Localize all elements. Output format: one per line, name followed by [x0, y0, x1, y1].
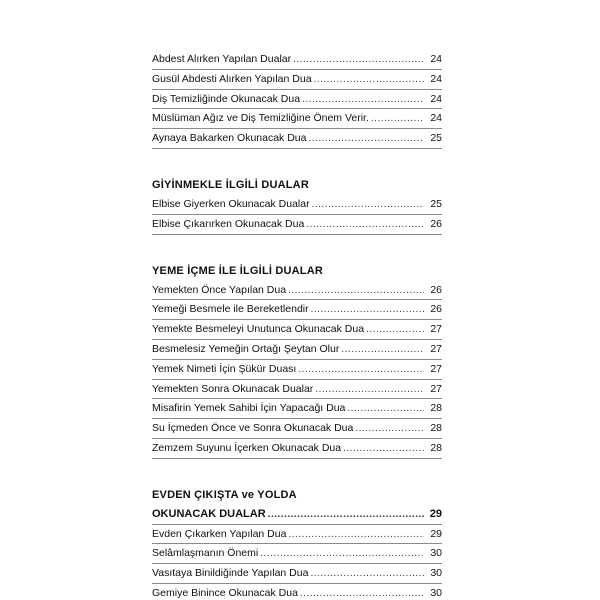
toc-leader-dots: [311, 300, 424, 320]
toc-entry-page: 27: [430, 362, 442, 375]
toc-entry-title: Gusül Abdesti Alırken Yapılan Dua: [152, 72, 312, 85]
toc-entry: [152, 340, 442, 360]
toc-entry-title: Yemek Nimeti İçin Şükür Duası: [152, 362, 297, 375]
toc-entry: [152, 195, 442, 215]
toc-entry-page: 27: [430, 382, 442, 395]
toc-entry-page: 24: [430, 72, 442, 85]
toc-entry-title: Yemekten Sonra Okunacak Dualar: [152, 382, 314, 395]
toc-entry-page: 24: [430, 112, 442, 125]
toc-entry-page: 28: [430, 422, 442, 435]
toc-entry-page: 30: [430, 586, 442, 599]
toc-leader-dots: [288, 281, 424, 301]
toc-entry-title: Yemeği Besmele ile Bereketlendir: [152, 303, 309, 316]
toc-leader-dots: [268, 505, 424, 525]
section-heading: YEME İÇME İLE İLGİLİ DUALAR: [152, 264, 324, 277]
toc-entry: [152, 215, 442, 235]
section-heading: EVDEN ÇIKIŞTA ve YOLDA: [152, 488, 297, 501]
toc-entry-page: 29: [430, 527, 442, 540]
toc-entry: [152, 380, 442, 400]
section-heading: GİYİNMEKLE İLGİLİ DUALAR: [152, 178, 309, 191]
toc-entry-title: Yemekten Önce Yapılan Dua: [152, 283, 287, 296]
toc-entry-title: Su İçmeden Önce ve Sonra Okunacak Dua: [152, 422, 354, 435]
toc-leader-dots: [300, 584, 424, 600]
toc-entry: [152, 525, 442, 545]
toc-leader-dots: [298, 360, 424, 380]
toc-entry-page: 25: [430, 197, 442, 210]
toc-entry: [152, 419, 442, 439]
toc-leader-dots: [302, 90, 424, 110]
toc-entry-page: 24: [430, 53, 442, 65]
toc-entry: [152, 109, 442, 129]
toc-leader-dots: [288, 525, 424, 545]
section-gap: [152, 459, 442, 485]
toc-entry-title: Selâmlaşmanın Önemi: [152, 547, 259, 560]
toc-leader-dots: [306, 215, 424, 235]
toc-entry: [152, 399, 442, 419]
toc-entry-page: 24: [430, 92, 442, 105]
toc-entry: [152, 320, 442, 340]
toc-leader-dots: [347, 399, 424, 419]
toc-entry-title: Diş Temizliğinde Okunacak Dua: [152, 92, 301, 105]
toc-leader-dots: [293, 50, 424, 70]
toc-entry-title: Aynaya Bakarken Okunacak Dua: [152, 132, 307, 145]
toc-entry-page: 26: [430, 217, 442, 230]
toc-entry: [152, 129, 442, 149]
toc-entry: [152, 70, 442, 90]
table-of-contents: [152, 50, 442, 600]
toc-entry-page: 29: [429, 507, 442, 520]
toc-entry-page: 25: [430, 132, 442, 145]
toc-leader-dots: [343, 439, 424, 459]
toc-entry: [152, 564, 442, 584]
toc-leader-dots: [315, 380, 424, 400]
toc-leader-dots: [341, 340, 424, 360]
section-gap: [152, 149, 442, 175]
toc-entry-page: 30: [430, 567, 442, 580]
toc-leader-dots: [260, 544, 424, 564]
toc-entry-title: Abdest Alırken Yapılan Dualar: [152, 53, 292, 65]
toc-leader-dots: [371, 109, 424, 129]
toc-leader-dots: [312, 195, 424, 215]
toc-leader-dots: [355, 419, 424, 439]
toc-entry-title: OKUNACAK DUALAR: [152, 507, 266, 520]
toc-entry-title: Müslüman Ağız ve Diş Temizliğine Önem Verir.: [152, 112, 369, 125]
toc-entry-title: Zemzem Suyunu İçerken Okunacak Dua: [152, 441, 342, 454]
toc-leader-dots: [308, 129, 424, 149]
toc-leader-dots: [366, 320, 424, 340]
toc-entry-title: Gemiye Binince Okunacak Dua: [152, 586, 298, 599]
toc-entry-title: Vasıtaya Binildiğinde Yapılan Dua: [152, 567, 309, 580]
toc-entry-heading: [152, 505, 442, 525]
toc-entry-title: Yemekte Besmeleyi Unutunca Okunacak Dua: [152, 323, 365, 336]
toc-entry: [152, 300, 442, 320]
toc-entry: [152, 439, 442, 459]
section-gap: [152, 235, 442, 261]
toc-entry: [152, 360, 442, 380]
toc-entry: [152, 544, 442, 564]
toc-entry-title: Misafirin Yemek Sahibi İçin Yapacağı Dua: [152, 402, 346, 415]
toc-entry-page: 27: [430, 323, 442, 336]
toc-entry-title: Besmelesiz Yemeğin Ortağı Şeytan Olur: [152, 342, 340, 355]
toc-entry-page: 30: [430, 547, 442, 560]
toc-entry-page: 26: [430, 303, 442, 316]
toc-entry-page: 28: [430, 441, 442, 454]
toc-entry-page: 26: [430, 283, 442, 296]
toc-entry: [152, 584, 442, 600]
toc-entry: [152, 50, 442, 70]
toc-leader-dots: [310, 564, 424, 584]
toc-entry-page: 27: [430, 342, 442, 355]
toc-entry: [152, 90, 442, 110]
toc-leader-dots: [314, 70, 424, 90]
toc-entry-title: Elbise Giyerken Okunacak Dualar: [152, 197, 310, 210]
toc-entry-page: 28: [430, 402, 442, 415]
toc-entry-title: Evden Çıkarken Yapılan Dua: [152, 527, 287, 540]
toc-entry-title: Elbise Çıkarırken Okunacak Dua: [152, 217, 305, 230]
toc-entry: [152, 281, 442, 301]
